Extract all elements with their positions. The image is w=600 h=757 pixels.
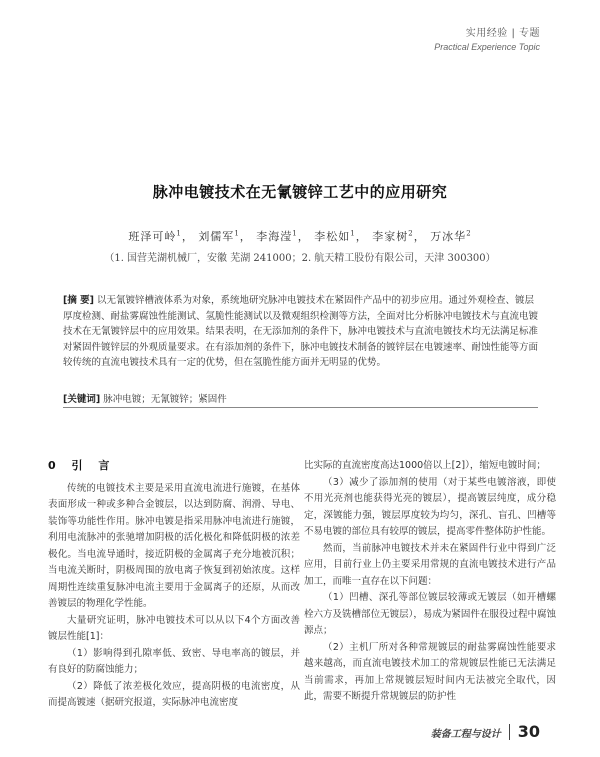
author: 刘儒军$^1$ xyxy=(198,229,240,243)
header-section-label: 实用经验 | 专题 xyxy=(465,28,540,39)
abstract-label: [摘 要] xyxy=(63,295,94,306)
paragraph: 大量研究证明，脉冲电镀技术可以从以下4个方面改善镀层性能[1]： xyxy=(48,614,300,642)
paragraph: 比实际的直流密度高达1000倍以上[2]），缩短电镀时间； xyxy=(304,460,546,471)
page-number: 30 xyxy=(517,722,540,741)
body-column-left xyxy=(48,458,300,712)
paragraph: （3）减少了添加剂的使用（对于某些电镀溶液，即使不用光亮剂也能获得光亮的镀层），提高镀层纯度，成分稳定，深镀能力强，镀层厚度较为均匀，深孔、盲孔、凹槽等不易电镀的部位具有较厚的镀层，提高零件整体防护性能。 xyxy=(304,476,556,537)
abstract xyxy=(63,293,538,371)
author: 班泽可岭$^1$ xyxy=(128,229,182,243)
abstract-divider xyxy=(63,407,538,408)
author: 李海滢$^1$ xyxy=(256,229,298,243)
footer-divider xyxy=(509,724,510,740)
body-column-right xyxy=(304,458,556,706)
header-section-label-en: Practical Experience Topic xyxy=(434,42,540,52)
article-title: 脉冲电镀技术在无氰镀锌工艺中的应用研究 xyxy=(152,183,448,201)
keywords-text: 脉冲电镀；无氰镀锌；紧固件 xyxy=(103,394,227,405)
keywords-label: [关键词] xyxy=(63,394,101,405)
author-list: 班泽可岭$^1$， 刘儒军$^1$， 李海滢$^1$， 李松如$^1$， 李家树$^2$， 万冰华$^2$ xyxy=(128,229,472,243)
page-footer xyxy=(431,724,540,740)
footer-journal-name: 装备工程与设计 xyxy=(430,729,501,740)
keywords xyxy=(63,391,538,405)
author: 李家树$^2$ xyxy=(372,229,414,243)
author: 李松如$^1$ xyxy=(314,229,356,243)
paragraph: 传统的电镀技术主要是采用直流电流进行施镀，在基体表面形成一种或多种合金镀层，以达到防腐、润滑、导电、装饰等功能性作用。脉冲电镀是指采用脉冲电流进行施镀，利用电流脉冲的张驰增加阴极的活化极化和降低阴极的浓差极化。当电流导通时，接近阴极的金属离子充分地被沉积；当电流关断时，阴极周围的放电离子恢复到初始浓度。这样周期性连续重复脉冲电流主要用于金属离子的还原，从而改善镀层的物理化学性能。 xyxy=(48,482,300,609)
journal-header xyxy=(434,24,540,52)
paragraph: （2）降低了浓差极化效应，提高阴极的电流密度，从而提高镀速（据研究报道，实际脉冲电流密度 xyxy=(48,680,300,708)
paragraph: （1）凹槽、深孔等部位镀层较薄或无镀层（如开槽螺栓六方及铣槽部位无镀层），易成为紧固件在服役过程中腐蚀源点； xyxy=(304,592,556,636)
paragraph: （2）主机厂所对各种常规镀层的耐盐雾腐蚀性能要求越来越高，而直流电镀技术加工的常规镀层性能已无法满足当前需求，再加上常规镀层短时间内无法被完全取代，因此，需要不断提升常规镀层的防护性 xyxy=(304,641,556,702)
section-heading: 0 引 言 xyxy=(48,459,116,472)
paragraph: 然而，当前脉冲电镀技术并未在紧固件行业中得到广泛应用，目前行业上仍主要采用常规的直流电镀技术进行产品加工，而唯一直存在以下问题： xyxy=(304,542,556,587)
paragraph: （1）影响得到孔隙率低、致密、导电率高的镀层，并有良好的防腐蚀能力； xyxy=(48,647,300,675)
affiliations: （1. 国营芜湖机械厂，安徽 芜湖 241000；2. 航天精工股份有限公司，天津 300300） xyxy=(104,253,496,264)
author: 万冰华$^2$ xyxy=(430,229,472,243)
abstract-text: 以无氰镀锌槽液体系为对象，系统地研究脉冲电镀技术在紧固件产品中的初步应用。通过外观检查、镀层厚度检测、耐盐雾腐蚀性能测试、氢脆性能测试以及微观组织检测等方法，全面对比分析脉冲电镀技术与直流电镀技术在无氰镀锌层中的应用效果。结果表明，在无添加剂的条件下，脉冲电镀技术与直流电镀技术均无法满足标准对紧固件镀锌层的外观质量要求。在有添加剂的条件下，脉冲电镀技术制备的镀锌层在电镀速率、耐蚀性能等方面较传统的直流电镀技术具有一定的优势，但在氢脆性能方面并无明显的优势。 xyxy=(63,295,539,368)
